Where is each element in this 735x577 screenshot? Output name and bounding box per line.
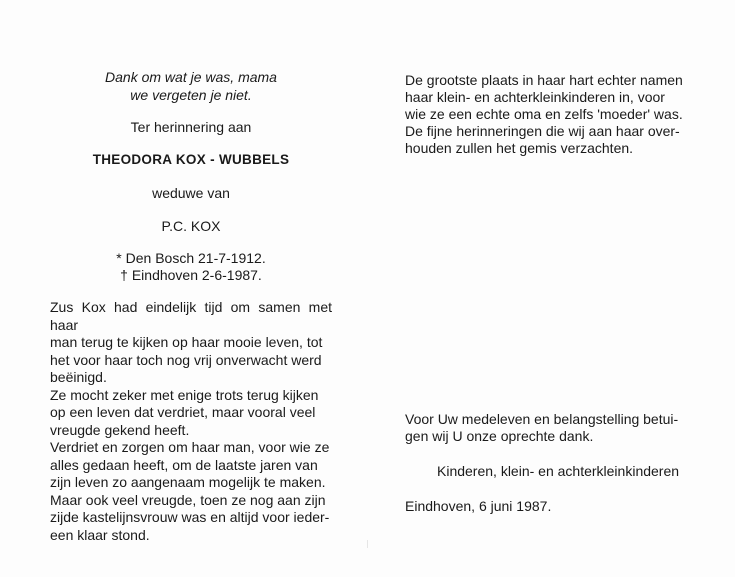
life-dates: [50, 250, 332, 284]
bio-line: vreugde gekend heeft.: [50, 421, 190, 438]
motto-line-2: we vergeten je niet.: [130, 87, 252, 103]
motto-line-1: Dank om wat je was, mama: [105, 69, 277, 85]
bio-line: Zus Kox had eindelijk tijd om samen met haar: [50, 299, 332, 333]
biography-paragraph: [50, 387, 332, 440]
place-date: Eindhoven, 6 juni 1987.: [405, 498, 552, 514]
in-memory-text: Ter herinnering aan: [130, 119, 252, 135]
thanks-line: Voor Uw medeleven en belangstelling betui-: [405, 411, 679, 427]
bio-line: beëinigd.: [50, 369, 107, 385]
right-line: De fijne herinneringen die wij aan haar over-: [405, 123, 680, 139]
right-line: houden zullen het gemis verzachten.: [405, 140, 634, 156]
bio-line: een klaar stond.: [50, 526, 150, 543]
widow-of-text: weduwe van: [152, 185, 230, 201]
bio-line: man terug te kijken op haar mooie leven, tot: [50, 334, 323, 350]
right-line: wie ze een echte oma en zelfs 'moeder' was.: [405, 106, 683, 122]
thanks-line: gen wij U onze oprechte dank.: [405, 428, 594, 444]
right-page: [405, 72, 703, 515]
bio-line: Ze mocht zeker met enige trots terug kijken: [50, 386, 319, 403]
birth-date: * Den Bosch 21-7-1912.: [116, 250, 266, 266]
husband-name: P.C. KOX: [161, 218, 221, 234]
right-line: haar klein- en achterkleinkinderen in, voor: [405, 89, 665, 105]
bio-line: het voor haar toch nog vrij onverwacht werd: [50, 351, 322, 368]
grandchildren-paragraph: [405, 72, 703, 157]
biography-paragraph: [50, 299, 332, 387]
fold-mark: [367, 540, 368, 548]
bio-line: zijde kastelijnsvrouw was en altijd voor ieder-: [50, 509, 330, 525]
biography-paragraph: [50, 439, 332, 492]
bio-line: Verdriet en zorgen om haar man, voor wie ze: [50, 439, 330, 455]
left-page: [50, 68, 332, 544]
biography-paragraph: [50, 492, 332, 545]
deceased-name: THEODORA KOX - WUBBELS: [92, 152, 290, 167]
biography: [50, 299, 332, 544]
bio-line: zijn leven zo aangenaam mogelijk te maken.: [50, 474, 326, 490]
motto: [50, 68, 332, 104]
bio-line: alles gedaan heeft, om de laatste jaren van: [50, 456, 318, 473]
bio-line: op een leven dat verdriet, maar vooral veel: [50, 404, 316, 420]
family-signature: Kinderen, klein- en achterkleinkinderen: [437, 463, 680, 479]
death-date: † Eindhoven 2-6-1987.: [120, 267, 262, 283]
right-line: De grootste plaats in haar hart echter namen: [405, 72, 683, 88]
thanks-paragraph: [405, 411, 703, 445]
bio-line: Maar ook veel vreugde, toen ze nog aan zijn: [50, 491, 326, 508]
